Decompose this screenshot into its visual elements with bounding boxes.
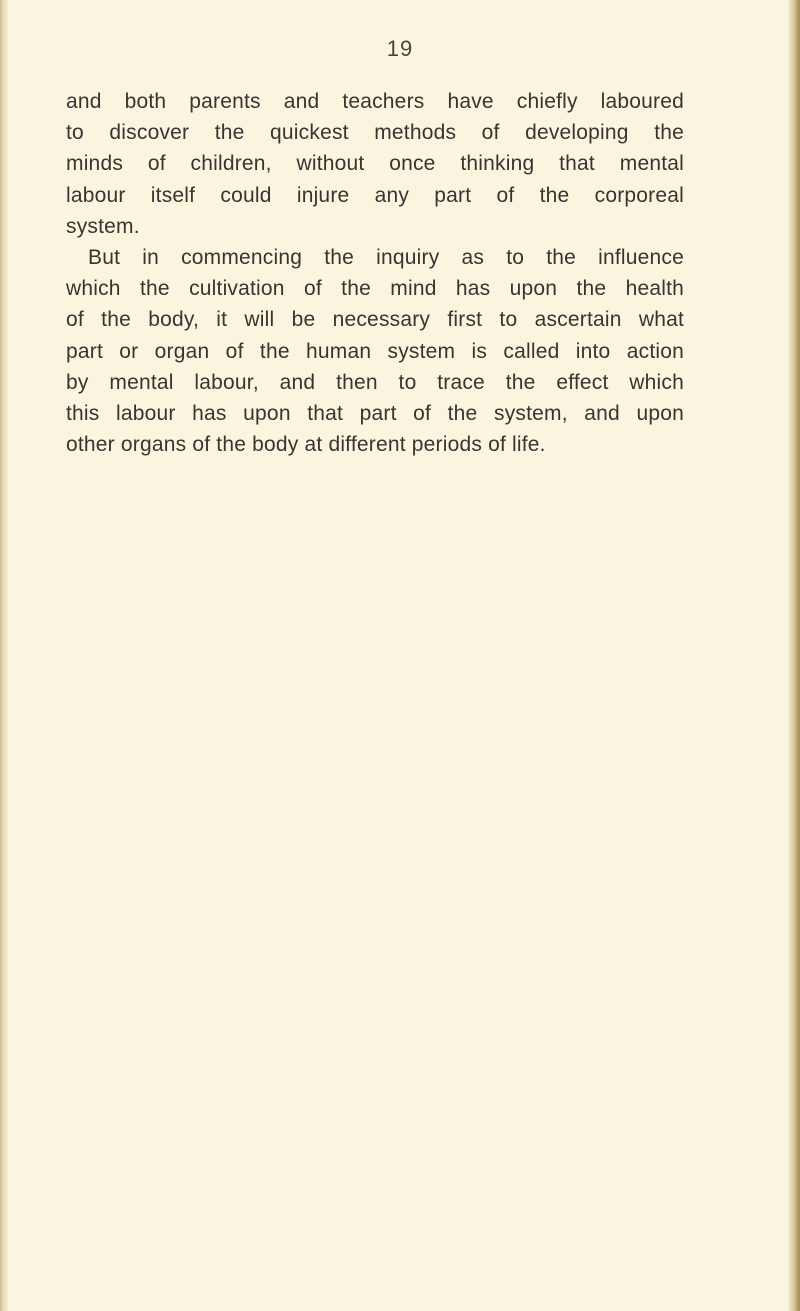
text-line: But in commencing the inquiry as to the influence: [88, 245, 684, 269]
text-line: by mental labour, and then to trace the effect which: [66, 370, 684, 394]
text-line: part or organ of the human system is called into action: [66, 339, 684, 363]
text-line: this labour has upon that part of the system, and upon: [66, 401, 684, 425]
page-right-edge: [788, 0, 800, 1311]
text-line: system.: [66, 214, 140, 238]
text-line: to discover the quickest methods of developing the: [66, 121, 684, 145]
page-left-edge: [0, 0, 8, 1311]
page-number: 19: [386, 36, 414, 61]
text-line: other organs of the body at different periods of life.: [66, 433, 546, 457]
text-line: minds of children, without once thinking that mental: [66, 152, 684, 176]
text-line: which the cultivation of the mind has upon the health: [66, 277, 684, 301]
body-text: [66, 86, 684, 460]
text-line: labour itself could injure any part of the corporeal: [66, 183, 684, 207]
text-line: of the body, it will be necessary first to ascertain what: [66, 308, 684, 332]
text-line: and both parents and teachers have chiefly laboured: [66, 90, 684, 113]
